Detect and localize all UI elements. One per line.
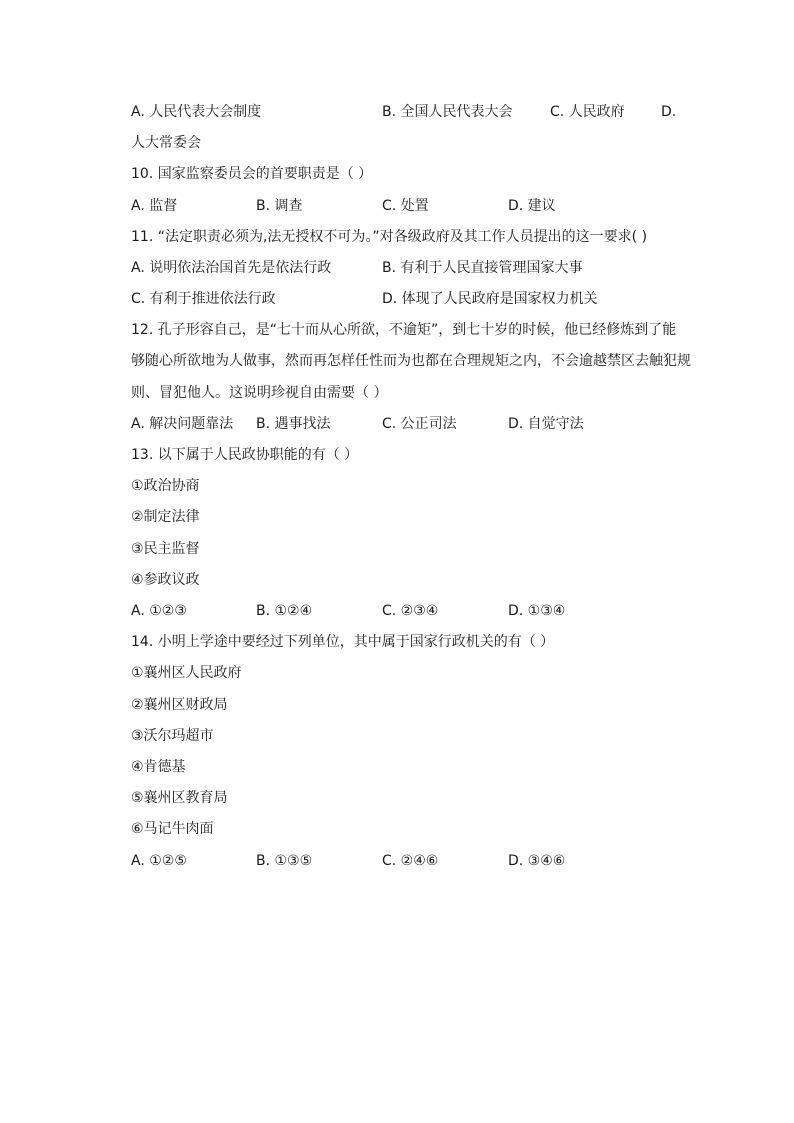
q10-stem: 10. 国家监察委员会的首要职责是（ ） <box>131 166 373 182</box>
q12-option-b: B. 遇事找法 <box>256 416 331 432</box>
q14-option-d: D. ③④⑥ <box>508 853 566 869</box>
q11-stem: 11. “法定职责必须为,法无授权不可为。”对各级政府及其工作人员提出的这一要求( ) <box>131 229 648 245</box>
q14-option-b: B. ①③⑤ <box>256 853 313 869</box>
q9-option-c: C. 人民政府 <box>550 104 625 120</box>
q9-option-d: D. <box>661 104 677 120</box>
q13-item: ②制定法律 <box>131 509 200 525</box>
q14-option-a: A. ①②⑤ <box>131 853 187 869</box>
q13-option-d: D. ①③④ <box>508 603 566 619</box>
q14-item: ⑥马记牛肉面 <box>131 821 214 837</box>
q9-option-d-continued: 人大常委会 <box>131 135 201 151</box>
q10-option-c: C. 处置 <box>382 198 429 214</box>
q11-option-b: B. 有利于人民直接管理国家大事 <box>382 260 583 276</box>
q11-option-d: D. 体现了人民政府是国家权力机关 <box>382 291 598 307</box>
q14-option-c: C. ②④⑥ <box>382 853 439 869</box>
q13-item: ①政治协商 <box>131 478 200 494</box>
q9-option-b: B. 全国人民代表大会 <box>382 104 513 120</box>
q13-option-a: A. ①②③ <box>131 603 187 619</box>
q14-item: ③沃尔玛超市 <box>131 728 214 744</box>
q14-item: ④肯德基 <box>131 759 186 775</box>
q13-option-c: C. ②③④ <box>382 603 439 619</box>
q13-option-b: B. ①②④ <box>256 603 313 619</box>
q12-stem-line2: 够随心所欲地为人做事，然而再怎样任性而为也都在合理规矩之内，不会逾越禁区去触犯规 <box>131 353 691 369</box>
q10-option-b: B. 调查 <box>256 198 303 214</box>
q11-option-a: A. 说明依法治国首先是依法行政 <box>131 260 332 276</box>
q10-option-a: A. 监督 <box>131 198 178 214</box>
q14-item: ①襄州区人民政府 <box>131 665 242 681</box>
q12-option-a: A. 解决问题靠法 <box>131 416 234 432</box>
q10-option-d: D. 建议 <box>508 198 556 214</box>
q12-stem-line3: 则、冒犯他人。这说明珍视自由需要（ ） <box>131 385 388 401</box>
q13-item: ③民主监督 <box>131 541 200 557</box>
q13-item: ④参政议政 <box>131 572 200 588</box>
q14-stem: 14. 小明上学途中要经过下列单位，其中属于国家行政机关的有（ ） <box>131 634 555 650</box>
q13-stem: 13. 以下属于人民政协职能的有（ ） <box>131 447 359 463</box>
q12-option-d: D. 自觉守法 <box>508 416 584 432</box>
q9-option-a: A. 人民代表大会制度 <box>131 104 262 120</box>
q11-option-c: C. 有利于推进依法行政 <box>131 291 276 307</box>
q14-item: ⑤襄州区教育局 <box>131 790 228 806</box>
q12-option-c: C. 公正司法 <box>382 416 457 432</box>
q14-item: ②襄州区财政局 <box>131 697 228 713</box>
q12-stem-line1: 12. 孔子形容自己，是“七十而从心所欲，不逾矩”，到七十岁的时候，他已经修炼到了能 <box>131 322 677 338</box>
